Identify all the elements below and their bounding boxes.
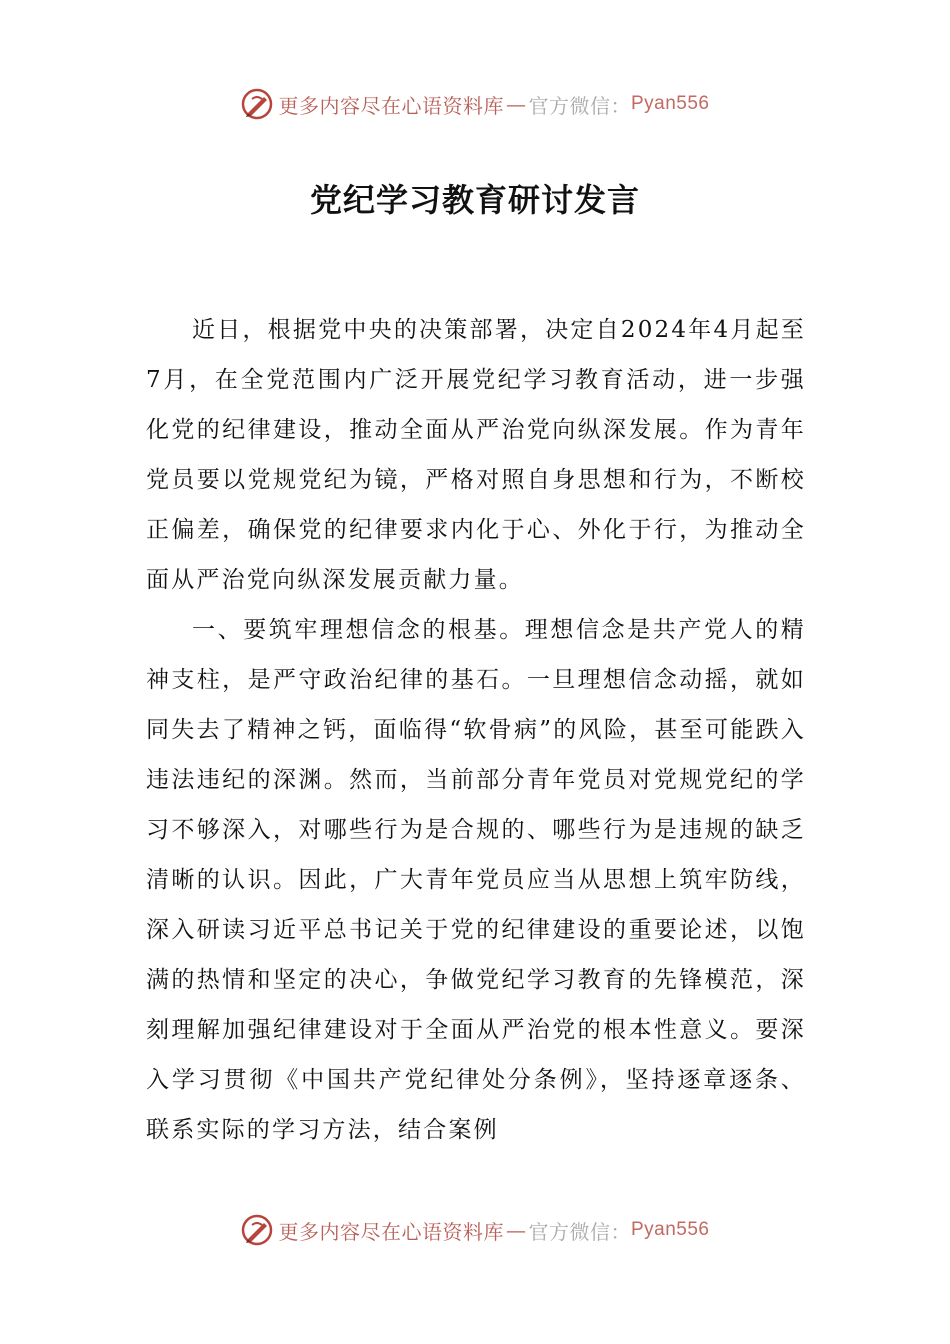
document-title: 党纪学习教育研讨发言 <box>309 181 640 219</box>
pen-logo-icon <box>240 87 274 121</box>
watermark-site-text: 更多内容尽在心语资料库 <box>278 1219 504 1244</box>
watermark-dash: — <box>505 1218 527 1242</box>
watermark-wechat-id: Pyan556 <box>630 93 710 114</box>
watermark-site-text: 更多内容尽在心语资料库 <box>278 93 504 118</box>
watermark-header <box>0 84 950 124</box>
paragraph-intro: 近日，根据党中央的决策部署，决定自2024年4月起至7月，在全党范围内广泛开展党纪学习教育活动，进一步强化党的纪律建设，推动全面从严治党向纵深发展。作为青年党员要以党规党纪为镜，严格对照自身思想和行为，不断校正偏差，确保党的纪律要求内化于心、外化于行，为推动全面从严治党向纵深发展贡献力量。 <box>146 317 806 593</box>
document-body <box>146 305 806 1155</box>
watermark-dash: — <box>505 92 527 116</box>
watermark-wechat-label: 官方微信： <box>528 93 631 118</box>
paragraph-section-one: 一、要筑牢理想信念的根基。理想信念是共产党人的精神支柱，是严守政治纪律的基石。一旦理想信念动摇，就如同失去了精神之钙，面临得“软骨病”的风险，甚至可能跌入违法违纪的深渊。然而，当前部分青年党员对党规党纪的学习不够深入，对哪些行为是合规的、哪些行为是违规的缺乏清晰的认识。因此，广大青年党员应当从思想上筑牢防线，深入研读习近平总书记关于党的纪律建设的重要论述，以饱满的热情和坚定的决心，争做党纪学习教育的先锋模范，深刻理解加强纪律建设对于全面从严治党的根本性意义。要深入学习贯彻《中国共产党纪律处分条例》，坚持逐章逐条、联系实际的学习方法，结合案例 <box>146 617 806 1143</box>
watermark-footer <box>0 1210 950 1250</box>
watermark-wechat-label: 官方微信： <box>528 1219 631 1244</box>
watermark-wechat-id: Pyan556 <box>630 1219 710 1240</box>
pen-logo-icon <box>240 1213 274 1247</box>
